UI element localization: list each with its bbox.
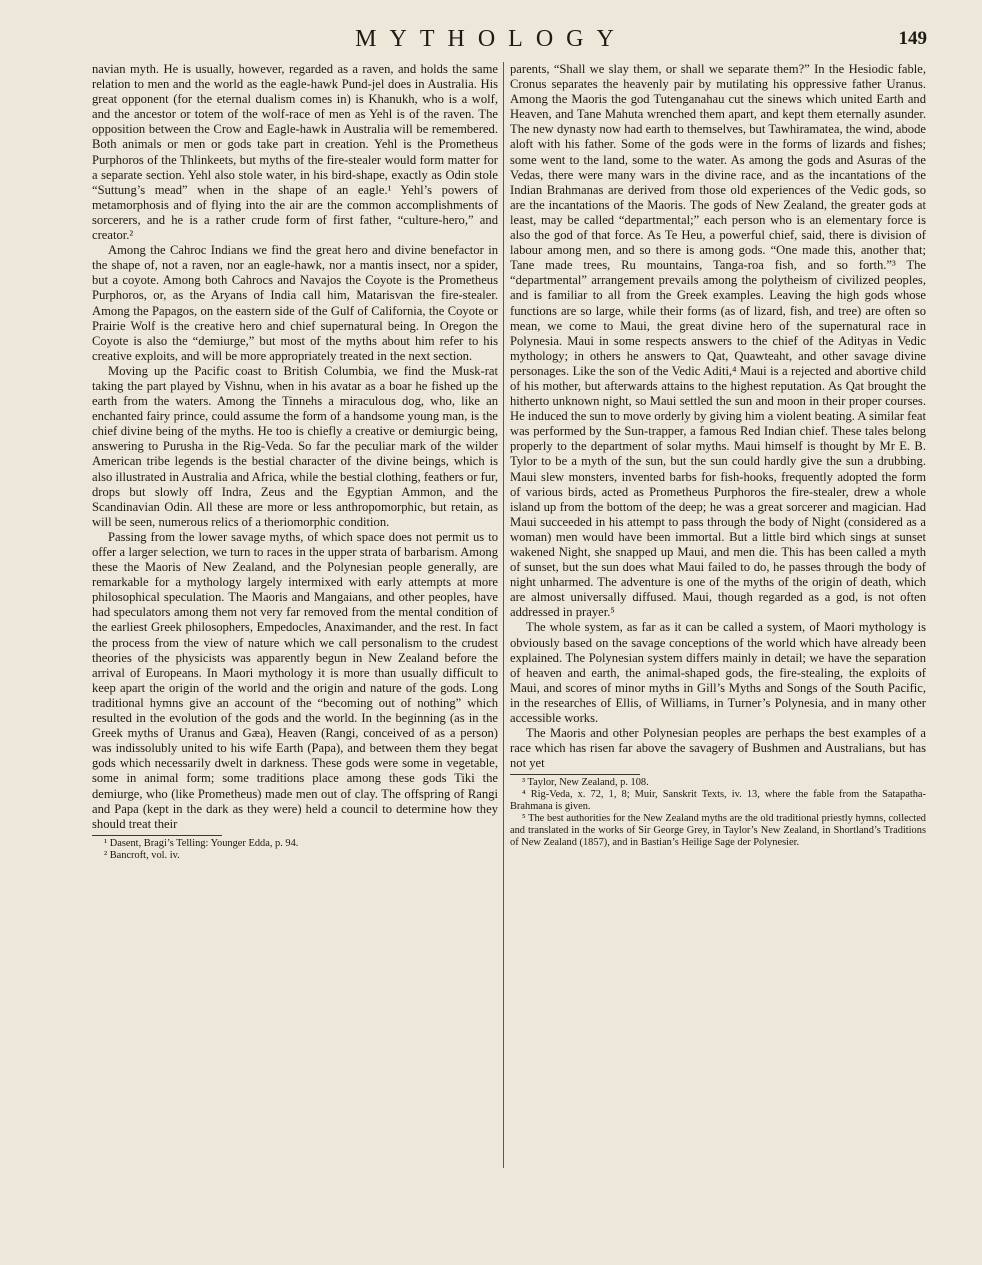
page-header bbox=[0, 26, 982, 56]
footnote: ¹ Dasent, Bragi’s Telling: Younger Edda, p. 94. bbox=[104, 837, 299, 849]
body-paragraph: navian myth. He is usually, however, regarded as a raven, and holds the same relation to men and the world as the eagle-hawk Pund-jel does in Australia. His great opponent (for the eternal dualism comes in) is Khanukh, who is a wolf, and the ancestor or totem of the wolf-race of men as Yehl is of the raven. The opposition between the Crow and Eagle-hawk in Australia will be remembered. Both animals or men or gods take part in creation. Yehl is the Prometheus Purphoros of the Thlinkeets, but myths of the fire-stealer would form matter for a separate section. Yehl also stole water, in his bird-shape, exactly as Odin stole “Suttung’s mead” when in the shape of an eagle.¹ Yehl’s powers of metamorphosis and of flying into the air are the common accomplishments of sorcerers, and he is a rather crude form of first father, “culture-hero,” and creator.² bbox=[92, 62, 498, 243]
running-title: MYTHOLOGY bbox=[355, 26, 627, 52]
body-paragraph: Passing from the lower savage myths, of which space does not permit us to offer a larger selection, we turn to races in the upper strata of barbarism. Among these the Maoris of New Zealand, and the Polynesian people generally, are remarkable for a mythology largely intermixed with early attempts at more philosophical speculation. The Maoris and Mangaians, and other peoples, have had speculators among them not very far removed from the mental condition of the earliest Greek philosophers, Empedocles, Anaximander, and the rest. In fact the process from the view of nature which we call personalism to the crudest theories of the physicists was apparently begun in New Zealand before the arrival of Europeans. In Maori mythology it is more than usually difficult to keep apart the origin of the world and the origin and nature of the gods. Long traditional hymns give an account of the “becoming out of nothing” which resulted in the evolution of the gods and the world. In the beginning (as in the Greek myths of Uranus and Gæa), Heaven (Rangi, conceived of as a person) was indissolubly united to his wife Earth (Papa), and between them they begat gods which necessarily dwelt in darkness. These gods were some in vegetable, some in animal form; some traditions place among these gods Tiki the demiurge, who (like Prometheus) made men out of clay. The offspring of Rangi and Papa (kept in the dark as they were) held a council to determine how they should treat their bbox=[92, 529, 498, 831]
body-paragraph: The whole system, as far as it can be called a system, of Maori mythology is obviously based on the savage conceptions of the world which have already been explained. The Polynesian system differs mainly in detail; we have the separation of heaven and earth, the animal-shaped gods, the fire-stealing, the exploits of Maui, and scores of minor myths in Gill’s Myths and Songs of the South Pacific, in the researches of Ellis, of Williams, in Turner’s Polynesia, and in many other accessible works. bbox=[510, 620, 926, 726]
body-paragraph: parents, “Shall we slay them, or shall we separate them?” In the Hesiodic fable, Cronus separates the heavenly pair by mutilating his oppressive father Uranus. Among the Maoris the god Tutenganahau cut the sinews which united Earth and Heaven, and Tane Mahuta wrenched them apart, and kept them eternally asunder. The new dynasty now had earth to themselves, but Tawhiramatea, the wind, abode aloft with his father. Some of the gods were in the forms of lizards and fishes; some went to the land, some to the water. As among the gods and Asuras of the Vedas, there were many wars in the divine race, and as the incantations of the Indian Brahmanas are derived from those old experiences of the Vedic gods, so are the incantations of the Maoris. The gods of New Zealand, the greater gods at least, may be called “departmental;” each person who is an elementary force is also the god of that force. As Te Heu, a powerful chief, said, there is division of labour among men, and so there is among gods. “One made this, another that; Tane made trees, Ru mountains, Tanga-roa fish, and so forth.”³ The “departmental” arrangement prevails among the polytheism of civilized peoples, and is familiar to all from the Greek examples. Leaving the high gods whose functions are so large, while their forms (as of lizard, fish, and tree) are often so mean, we come to Maui, the great divine hero of the supernatural race in Polynesia. Maui in some respects answers to the chief of the Adityas in Vedic mythology; in others he answers to Qat, Quawteaht, and other savage divine personages. Like the son of the Vedic Aditi,⁴ Maui is a rejected and abortive child of his mother, but afterwards attains to the highest reputation. As Qat brought the hitherto unknown night, so Maui settled the sun and moon in their proper courses. He induced the sun to move orderly by giving him a violent beating. A similar feat was performed by the Sun-trapper, a famous Red Indian chief. These tales belong properly to the department of solar myths. Maui himself is thought by Mr E. B. Tylor to be a myth of the sun, but the sun could hardly give the sun a drubbing. Maui slew monsters, invented barbs for fish-hooks, frequently adopted the form of various birds, acted as Prometheus Purphoros the fire-stealer, drew a whole island up from the bottom of the deep; he was a great sorcerer and magician. Had Maui succeeded in his attempt to pass through the body of Night (considered as a woman) men would have been immortal. But a little bird which sings at sunset wakened Night, she snapped up Maui, and men die. This has been called a myth of sunset, but the sun does what Maui failed to do, he passes through the body of night unharmed. The adventure is one of the myths of the origin of death, which are almost universally diffused. Maui, though regarded as a god, is not often addressed in prayer.⁵ bbox=[510, 62, 926, 620]
footnote: ² Bancroft, vol. iv. bbox=[104, 849, 180, 861]
column-divider bbox=[503, 62, 504, 1168]
body-paragraph: The Maoris and other Polynesian peoples are perhaps the best examples of a race which has risen far above the savagery of Bushmen and Australians, but has not yet bbox=[510, 726, 926, 771]
footnote-rule bbox=[92, 835, 222, 836]
footnote: ³ Taylor, New Zealand, p. 108. bbox=[522, 777, 649, 789]
footnote: ⁵ The best authorities for the New Zealand myths are the old traditional priestly hymns, collected and translated in the works of Sir George Grey, in Taylor’s New Zealand, in Shortland’s Traditions of New Zealand (1857), and in Bastian’s Heilige Sage der Polynesier. bbox=[510, 813, 926, 849]
right-column bbox=[510, 62, 926, 849]
page-number: 149 bbox=[898, 28, 927, 49]
body-paragraph: Moving up the Pacific coast to British Columbia, we find the Musk-rat taking the part played by Vishnu, when in his avatar as a boar he fished up the earth from the waters. Among the Tinnehs a miraculous dog, who, like an enchanted fairy prince, could assume the form of a handsome young man, is the chief divine being of the myths. He too is chiefly a creative or demiurgic being, answering to Purusha in the Rig-Veda. So far the peculiar mark of the wilder American tribe legends is the bestial character of the divine beings, which is also illustrated in Australia and Africa, while the bestial clothing, feathers or fur, drops but slowly off Indra, Zeus and the Egyptian Ammon, and the Scandinavian Odin. All these are more or less anthropomorphic, but retain, as will be seen, numerous relics of a theriomorphic condition. bbox=[92, 363, 498, 529]
footnote-rule bbox=[510, 774, 640, 775]
body-paragraph: Among the Cahroc Indians we find the great hero and divine benefactor in the shape of, not a raven, nor an eagle-hawk, nor a mantis insect, nor a spider, but a coyote. Among both Cahrocs and Navajos the Coyote is the Prometheus Purphoros, or, as the Aryans of India call him, Matarisvan the fire-stealer. Among the Papagos, on the eastern side of the Gulf of California, the Coyote or Prairie Wolf is the creative hero and chief supernatural being. In Oregon the Coyote is also the “demiurge,” but most of the myths about him refer to his creative exploits, and will be more appropriately treated in the next section. bbox=[92, 243, 498, 363]
footnote: ⁴ Rig-Veda, x. 72, 1, 8; Muir, Sanskrit Texts, iv. 13, where the fable from the Satapatha-Brahmana is given. bbox=[510, 789, 926, 813]
left-column bbox=[92, 62, 498, 862]
